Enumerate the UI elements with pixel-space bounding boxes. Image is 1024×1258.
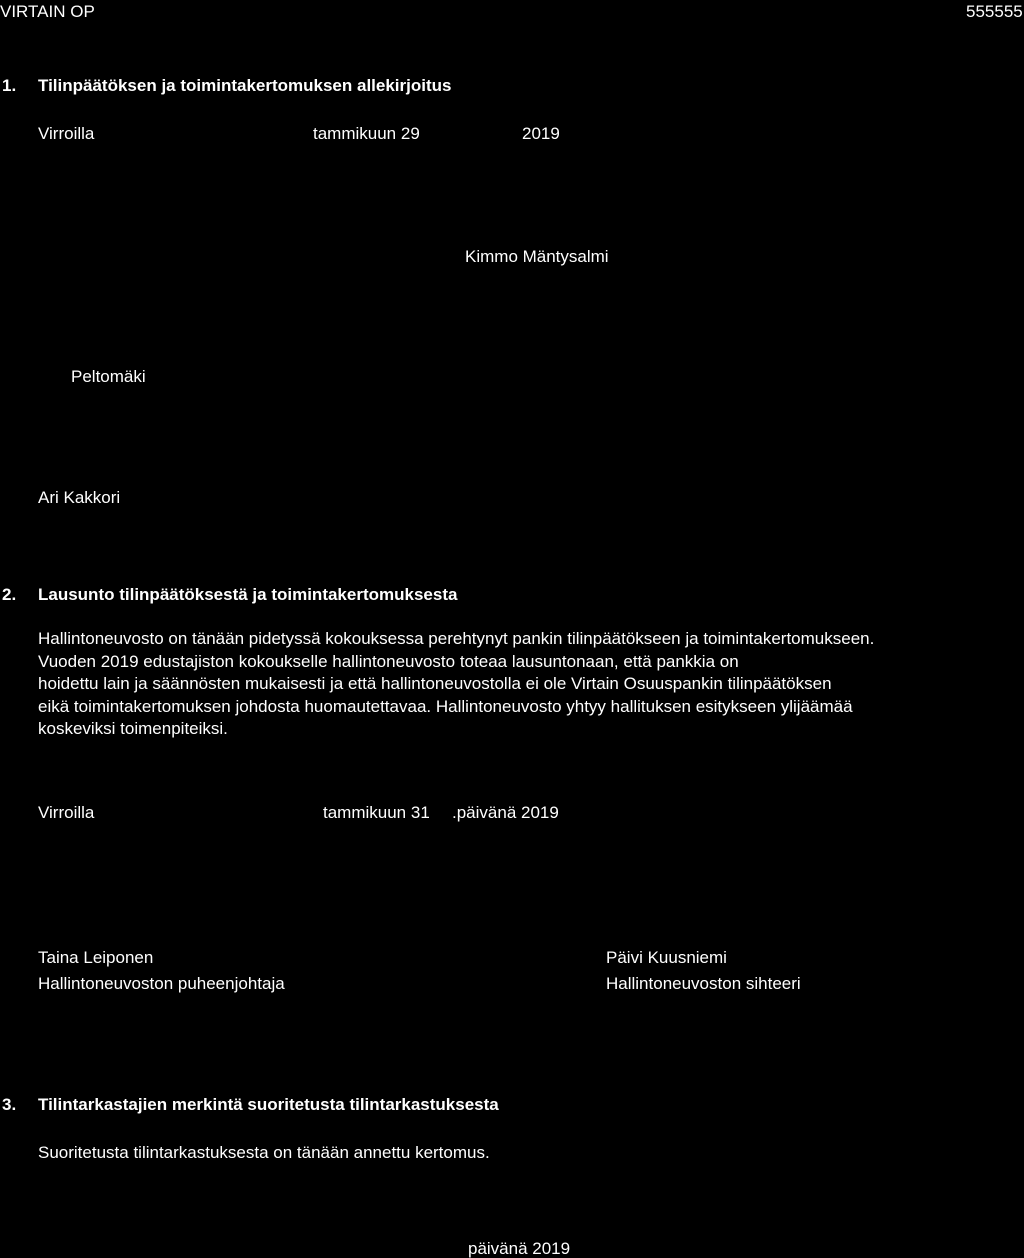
section-3-heading: Tilintarkastajien merkintä suoritetusta tilintarkastuksesta: [38, 1095, 499, 1114]
section-2-heading: Lausunto tilinpäätöksestä ja toimintakertomuksesta: [38, 585, 458, 604]
section-1-year: 2019: [522, 124, 560, 143]
section-2-number: 2.: [2, 585, 17, 604]
paragraph-line: koskeviksi toimenpiteiksi.: [38, 719, 228, 739]
section-2-date: tammikuun 31: [323, 803, 430, 822]
section-1-heading: Tilinpäätöksen ja toimintakertomuksen allekirjoitus: [38, 76, 452, 95]
section-3-date-line: päivänä 2019: [468, 1239, 571, 1258]
signer-right-title: Hallintoneuvoston sihteeri: [606, 974, 801, 993]
section-2-place: Virroilla: [38, 803, 95, 822]
header-code: 555555: [966, 2, 1023, 21]
section-2-date-suffix: .päivänä 2019: [452, 803, 559, 822]
section-3-text: Suoritetusta tilintarkastuksesta on tänään annettu kertomus.: [38, 1143, 490, 1162]
signatory-name: Peltomäki: [71, 367, 146, 386]
paragraph-line: Hallintoneuvosto on tänään pidetyssä kokouksessa perehtynyt pankin tilinpäätökseen ja toimintakertomukseen.: [38, 629, 875, 648]
section-1-date: tammikuun 29: [313, 124, 420, 143]
paragraph-line: Vuoden 2019 edustajiston kokoukselle hallintoneuvosto toteaa lausuntonaan, että pankkia on: [38, 651, 739, 671]
signer-left-title: Hallintoneuvoston puheenjohtaja: [38, 974, 285, 993]
header-org-name: VIRTAIN OP: [0, 2, 95, 21]
section-1-number: 1.: [2, 76, 17, 95]
signer-right-name: Päivi Kuusniemi: [606, 948, 727, 967]
signer-left-name: Taina Leiponen: [38, 948, 154, 967]
signatory-name: Ari Kakkori: [38, 488, 121, 507]
section-1-place: Virroilla: [38, 124, 95, 143]
paragraph-line: hoidettu lain ja säännösten mukaisesti ja että hallintoneuvostolla ei ole Virtain Osuuspankin tilinpäätöksen: [38, 674, 832, 694]
statement-paragraph: [38, 628, 998, 741]
section-3-number: 3.: [2, 1095, 17, 1114]
paragraph-line: eikä toimintakertomuksen johdosta huomautettavaa. Hallintoneuvosto yhtyy hallituksen esitykseen ylijäämää: [38, 696, 853, 716]
signatory-name: Kimmo Mäntysalmi: [465, 247, 609, 266]
